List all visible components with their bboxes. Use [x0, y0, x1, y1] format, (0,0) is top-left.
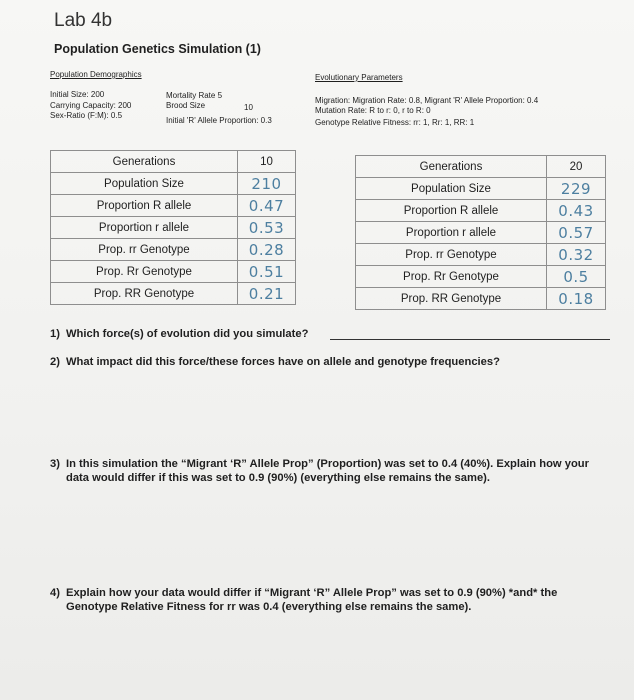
question-1-text: Which force(s) of evolution did you simulate? — [66, 328, 309, 340]
handwritten-value[interactable]: 0.47 — [238, 195, 296, 217]
row-label: Generations — [51, 151, 238, 173]
question-4-number: 4) — [50, 587, 60, 599]
row-label: Prop. RR Genotype — [356, 288, 547, 310]
mortality-rate: Mortality Rate 5 — [166, 91, 223, 100]
handwritten-value[interactable]: 0.21 — [238, 283, 296, 305]
question-1 — [50, 327, 308, 341]
fitness-params: Genotype Relative Fitness: rr: 1, Rr: 1, RR: 1 — [315, 118, 475, 127]
sex-ratio: Sex-Ratio (F:M): 0.5 — [50, 111, 123, 120]
handwritten-value[interactable]: 0.32 — [547, 244, 606, 266]
table-row — [356, 222, 606, 244]
question-3 — [50, 457, 620, 485]
row-label: Generations — [356, 156, 547, 178]
table-row — [51, 217, 296, 239]
table-row — [356, 178, 606, 200]
migration-params: Migration: Migration Rate: 0.8, Migrant 'R' Allele Proportion: 0.4 — [315, 96, 539, 105]
question-2-text: What impact did this force/these forces have on allele and genotype frequencies? — [66, 356, 500, 368]
row-label: Prop. Rr Genotype — [51, 261, 238, 283]
table-row — [51, 239, 296, 261]
evolutionary-header: Evolutionary Parameters — [315, 73, 403, 82]
question-4 — [50, 586, 620, 614]
table-row — [51, 173, 296, 195]
brood-size-label: Brood Size — [166, 101, 206, 110]
row-label: Proportion R allele — [356, 200, 547, 222]
row-label: Prop. rr Genotype — [51, 239, 238, 261]
generation-10-table — [50, 150, 296, 305]
question-1-number: 1) — [50, 328, 60, 340]
row-label: Population Size — [51, 173, 238, 195]
question-4-text-line2: Genotype Relative Fitness for rr was 0.4 (everything else remains the same). — [66, 601, 472, 613]
table-row — [51, 261, 296, 283]
row-value: 20 — [547, 156, 606, 178]
handwritten-value[interactable]: 0.57 — [547, 222, 606, 244]
handwritten-value[interactable]: 0.18 — [547, 288, 606, 310]
row-label: Prop. rr Genotype — [356, 244, 547, 266]
handwritten-value[interactable]: 0.51 — [238, 261, 296, 283]
row-label: Prop. Rr Genotype — [356, 266, 547, 288]
question-3-text-line1: In this simulation the “Migrant ‘R” Allele Prop” (Proportion) was set to 0.4 (40%). Explain how your — [66, 458, 589, 470]
question-2-number: 2) — [50, 356, 60, 368]
answer-line[interactable] — [330, 339, 610, 340]
row-value: 10 — [238, 151, 296, 173]
row-label: Prop. RR Genotype — [51, 283, 238, 305]
table-row — [356, 244, 606, 266]
handwritten-value[interactable]: 229 — [547, 178, 606, 200]
table-row — [51, 151, 296, 173]
initial-size: Initial Size: 200 — [50, 90, 105, 99]
question-3-number: 3) — [50, 458, 60, 470]
row-label: Proportion R allele — [51, 195, 238, 217]
handwritten-value[interactable]: 0.53 — [238, 217, 296, 239]
handwritten-value[interactable]: 210 — [238, 173, 296, 195]
table-row — [356, 266, 606, 288]
row-label: Proportion r allele — [51, 217, 238, 239]
simulation-title: Population Genetics Simulation (1) — [54, 42, 261, 56]
initial-r-proportion: Initial 'R' Allele Proportion: 0.3 — [166, 116, 272, 125]
row-label: Population Size — [356, 178, 547, 200]
table-row — [51, 195, 296, 217]
row-label: Proportion r allele — [356, 222, 547, 244]
handwritten-value[interactable]: 0.43 — [547, 200, 606, 222]
brood-size-value: 10 — [244, 103, 253, 112]
lab-title: Lab 4b — [54, 10, 113, 31]
question-4-text-line1: Explain how your data would differ if “Migrant ‘R” Allele Prop” was set to 0.9 (90%) *and* the — [66, 587, 558, 599]
carrying-capacity: Carrying Capacity: 200 — [50, 101, 132, 110]
generation-20-table — [355, 155, 606, 310]
table-row — [356, 200, 606, 222]
table-row — [356, 156, 606, 178]
table-row — [51, 283, 296, 305]
handwritten-value[interactable]: 0.28 — [238, 239, 296, 261]
mutation-params: Mutation Rate: R to r: 0, r to R: 0 — [315, 106, 431, 115]
question-2 — [50, 355, 500, 369]
demographics-header: Population Demographics — [50, 70, 142, 79]
question-3-text-line2: data would differ if this was set to 0.9 (90%) (everything else remains the same). — [66, 472, 491, 484]
handwritten-value[interactable]: 0.5 — [547, 266, 606, 288]
table-row — [356, 288, 606, 310]
